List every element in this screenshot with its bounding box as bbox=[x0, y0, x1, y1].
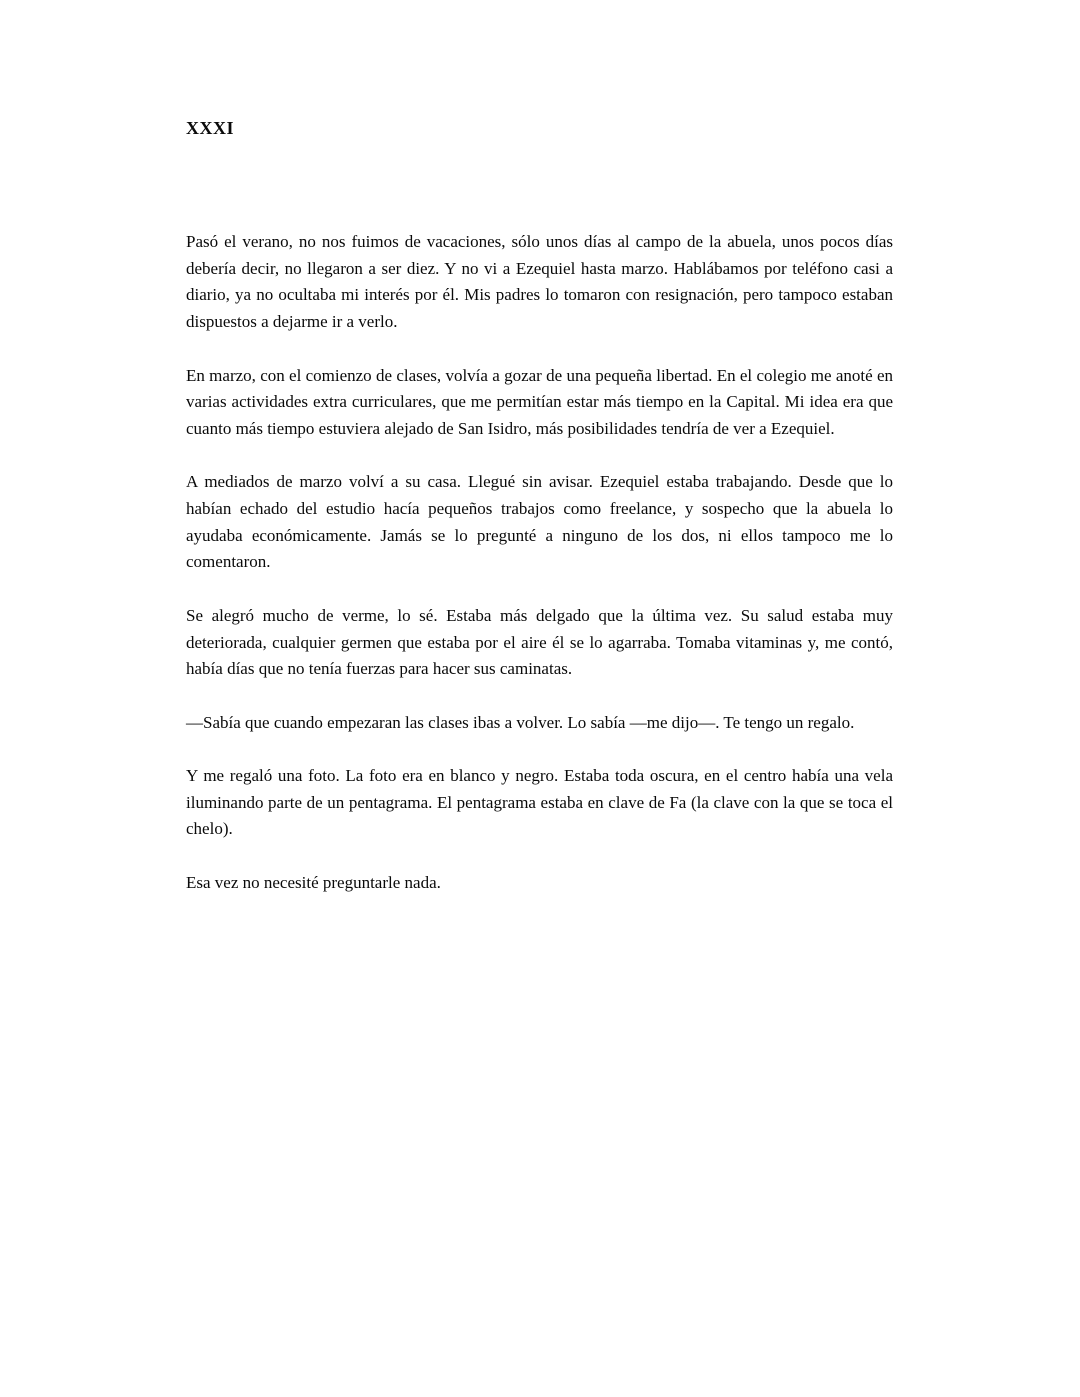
paragraph-7: Esa vez no necesité preguntarle nada. bbox=[186, 872, 441, 892]
paragraph-2: En marzo, con el comienzo de clases, volvía a gozar de una pequeña libertad. En el colegio me anoté en varias actividades extra curriculares, que me permitían estar más tiempo en la Capital. Mi idea era que cuanto más tiempo estuviera alejado de San Isidro, más posibilidades tendría de ver a Ezequiel. bbox=[186, 365, 893, 438]
paragraph-5-dialogue: —Sabía que cuando empezaran las clases ibas a volver. Lo sabía —me dijo—. Te tengo un regalo. bbox=[186, 712, 855, 732]
chapter-heading: XXXI bbox=[186, 118, 235, 138]
page-content bbox=[186, 118, 893, 896]
paragraph-1: Pasó el verano, no nos fuimos de vacaciones, sólo unos días al campo de la abuela, unos pocos días debería decir, no llegaron a ser diez. Y no vi a Ezequiel hasta marzo. Hablábamos por teléfono casi a diario, ya no ocultaba mi interés por él. Mis padres lo tomaron con resignación, pero tampoco estaban dispuestos a dejarme ir a verlo. bbox=[186, 232, 893, 332]
paragraph-4: Se alegró mucho de verme, lo sé. Estaba más delgado que la última vez. Su salud estaba muy deteriorada, cualquier germen que estaba por el aire él se lo agarraba. Tomaba vitaminas y, me contó, había días que no tenía fuerzas para hacer sus caminatas. bbox=[186, 605, 893, 679]
paragraph-6: Y me regaló una foto. La foto era en blanco y negro. Estaba toda oscura, en el centro había una vela iluminando parte de un pentagrama. El pentagrama estaba en clave de Fa (la clave con la que se toca el chelo). bbox=[186, 765, 893, 839]
paragraph-3: A mediados de marzo volví a su casa. Llegué sin avisar. Ezequiel estaba trabajando. Desde que lo habían echado del estudio hacía pequeños trabajos como freelance, y sospecho que la abuela lo ayudaba económicamente. Jamás se lo pregunté a ninguno de los dos, ni ellos tampoco me lo comentaron. bbox=[186, 472, 893, 572]
